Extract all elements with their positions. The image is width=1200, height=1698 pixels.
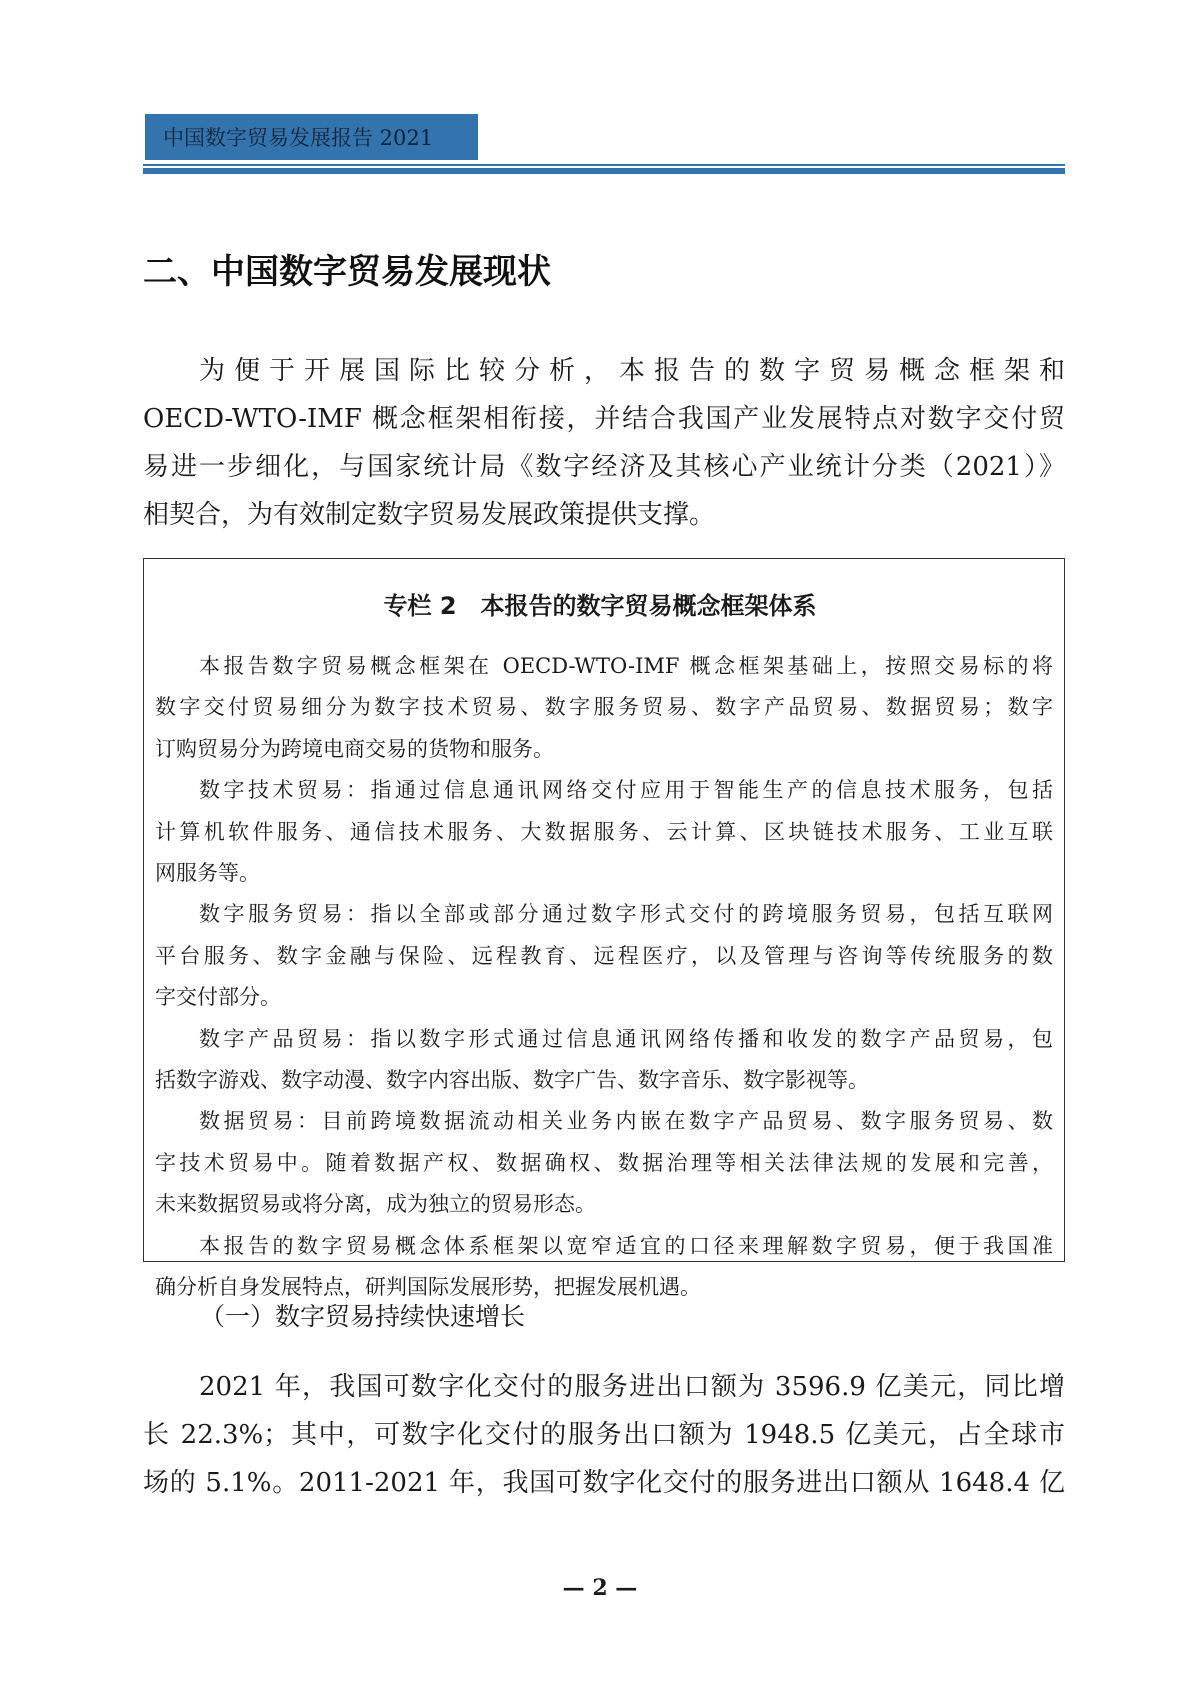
text-line: 本报告数字贸易概念框架在 OECD-WTO-IMF 概念框架基础上，按照交易标的将 [199,654,1053,678]
text-line: 数字技术贸易：指通过信息通讯网络交付应用于智能生产的信息技术服务，包括 [199,778,1053,803]
text-line: 2021 年，我国可数字化交付的服务进出口额为 3596.9 亿美元，同比增 [199,1372,1065,1402]
text-line: 数据贸易：目前跨境数据流动相关业务内嵌在数字产品贸易、数字服务贸易、数 [199,1109,1053,1134]
box-title: 专栏 2 本报告的数字贸易概念框架体系 [383,592,817,620]
text-line: 相契合，为有效制定数字贸易发展政策提供支撑。 [143,500,716,530]
growth-paragraph [143,1363,1065,1507]
text-line: 数字交付贸易细分为数字技术贸易、数字服务贸易、数字产品贸易、数据贸易；数字 [155,695,1053,720]
text-line: 平台服务、数字金融与保险、远程教育、远程医疗，以及管理与咨询等传统服务的数 [155,943,1053,968]
text-line: 订购贸易分为跨境电商交易的货物和服务。 [155,736,554,761]
text-line: 计算机软件服务、通信技术服务、大数据服务、云计算、区块链技术服务、工业互联 [155,819,1053,844]
text-line: 为便于开展国际比较分析，本报告的数字贸易概念框架和 [199,356,1065,386]
text-line: 字技术贸易中。随着数据产权、数据确权、数据治理等相关法律法规的发展和完善， [155,1150,1053,1175]
running-header-title: 中国数字贸易发展报告 2021 [163,126,434,150]
text-line: 易进一步细化，与国家统计局《数字经济及其核心产业统计分类（2021）》 [143,452,1065,482]
running-header [145,114,478,160]
text-line: 括数字游戏、数字动漫、数字内容出版、数字广告、数字音乐、数字影视等。 [155,1068,869,1093]
page-number: — 2 — [562,1575,638,1601]
text-line: 数字服务贸易：指以全部或部分通过数字形式交付的跨境服务贸易，包括互联网 [199,902,1053,927]
section-title: 二、中国数字贸易发展现状 [143,252,551,292]
text-line: 数字产品贸易：指以数字形式通过信息通讯网络传播和收发的数字产品贸易，包 [199,1026,1053,1051]
text-line: 本报告的数字贸易概念体系框架以宽窄适宜的口径来理解数字贸易，便于我国准 [199,1233,1053,1258]
box-body [155,646,1053,1309]
header-rule-thin [143,164,1065,166]
text-line: 场的 5.1%。2011-2021 年，我国可数字化交付的服务进出口额从 1648.4 亿 [143,1468,1065,1498]
text-line: 长 22.3%；其中，可数字化交付的服务出口额为 1948.5 亿美元，占全球市 [143,1420,1065,1450]
text-line: 确分析自身发展特点，研判国际发展形势，把握发展机遇。 [155,1275,701,1300]
text-line: 字交付部分。 [155,985,281,1010]
header-rule-thick [143,168,1065,174]
text-line: 网服务等。 [155,861,260,886]
text-line: 未来数据贸易或将分离，成为独立的贸易形态。 [155,1192,596,1217]
subsection-title: （一）数字贸易持续快速增长 [200,1302,526,1331]
intro-paragraph [143,347,1065,539]
text-line: OECD-WTO-IMF 概念框架相衔接，并结合我国产业发展特点对数字交付贸 [143,404,1065,434]
